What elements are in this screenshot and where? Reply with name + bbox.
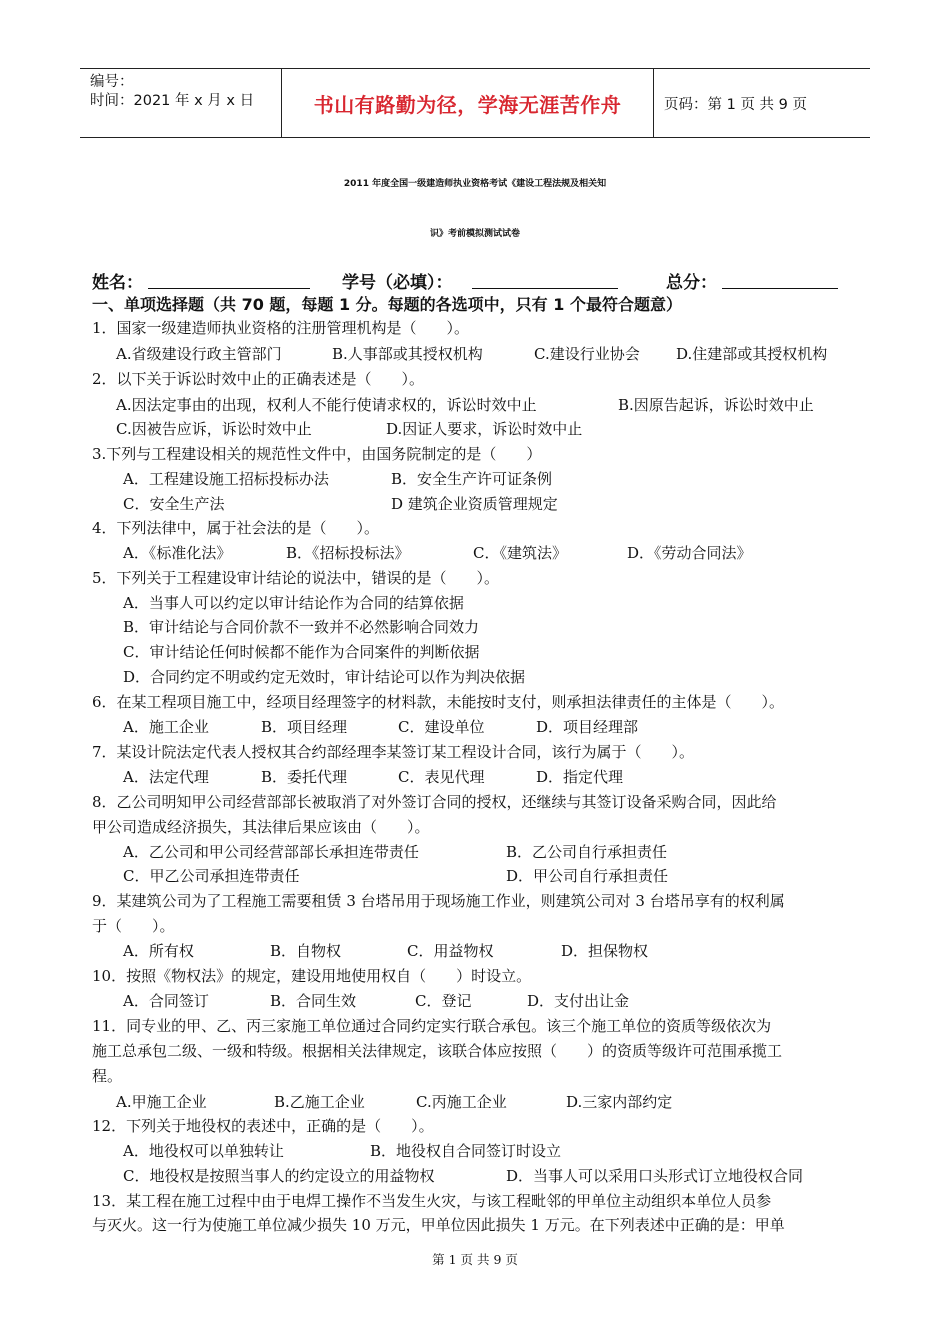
score-blank-field[interactable]: [722, 288, 838, 289]
exam-title-line-2: 识》考前模拟测试试卷: [429, 229, 520, 239]
exam-title-line-1: 2011 年度全国一级建造师执业资格考试《建设工程法规及相关知: [343, 179, 607, 189]
option-d: D 建筑企业资质管理规定: [391, 495, 558, 513]
question-11-line-2: 施工总承包二级、一级和特级。根据相关法律规定，该联合体应按照（ ）的资质等级许可范围承揽工: [92, 1042, 783, 1060]
option-c: C．甲乙公司承担连带责任: [123, 867, 300, 885]
header-page-info: 页码：第 1 页 共 9 页: [664, 96, 807, 113]
option-b: B．自物权: [270, 942, 342, 960]
question-1: 1．国家一级建造师执业资格的注册管理机构是（ ）。: [92, 319, 470, 337]
page-footer: 第 1 页 共 9 页: [432, 1252, 518, 1267]
header-motto: 书山有路勤为径，学海无涯苦作舟: [282, 69, 654, 137]
option-a: A．《标准化法》: [123, 544, 232, 562]
question-7: 7．某设计院法定代表人授权其合约部经理李某签订某工程设计合同，该行为属于（ ）。: [92, 743, 695, 761]
question-8-line-2: 甲公司造成经济损失，其法律后果应该由（ ）。: [92, 818, 430, 836]
question-11-line-1: 11．同专业的甲、乙、丙三家施工单位通过合同约定实行联合承包。该三个施工单位的资质等级依次为: [92, 1017, 772, 1035]
question-2: 2．以下关于诉讼时效中止的正确表述是（ ）。: [92, 370, 425, 388]
option-d: D．指定代理: [536, 768, 624, 786]
option-d: D．当事人可以采用口头形式订立地役权合同: [506, 1167, 804, 1185]
option-a: A．当事人可以约定以审计结论作为合同的结算依据: [123, 594, 464, 612]
option-b: B．地役权自合同签订时设立: [370, 1142, 562, 1160]
option-a: A．所有权: [123, 942, 194, 960]
option-a: A．合同签订: [123, 992, 209, 1010]
option-b: B.乙施工企业: [274, 1093, 365, 1111]
option-c: C．建设单位: [398, 718, 485, 736]
option-d: D.住建部或其授权机构: [676, 345, 828, 363]
option-c: C.丙施工企业: [416, 1093, 507, 1111]
question-12: 12．下列关于地役权的表述中，正确的是（ ）。: [92, 1117, 434, 1135]
option-c: C．登记: [415, 992, 472, 1010]
option-c: C．审计结论任何时候都不能作为合同案件的判断依据: [123, 643, 480, 661]
option-c: C.因被告应诉，诉讼时效中止: [116, 420, 312, 438]
header-table: [80, 68, 870, 138]
option-c: C．表见代理: [398, 768, 485, 786]
option-b: B．委托代理: [261, 768, 348, 786]
option-b: B．安全生产许可证条例: [391, 470, 553, 488]
document-time-label: 时间：2021 年 x 月 x 日: [90, 93, 255, 109]
option-c: C．安全生产法: [123, 495, 225, 513]
option-a: A.因法定事由的出现，权利人不能行使请求权的，诉讼时效中止: [116, 396, 537, 414]
student-id-blank-field[interactable]: [472, 288, 618, 289]
option-d: D．担保物权: [561, 942, 649, 960]
question-6: 6．在某工程项目施工中，经项目经理签字的材料款，未能按时支付，则承担法律责任的主体是（ ）。: [92, 693, 785, 711]
document-number-label: 编号：: [90, 74, 134, 90]
option-c: C．地役权是按照当事人的约定设立的用益物权: [123, 1167, 435, 1185]
question-9-line-1: 9．某建筑公司为了工程施工需要租赁 3 台塔吊用于现场施工作业，则建筑公司对 3 台塔吊享有的权利属: [92, 892, 785, 910]
option-d: D.因证人要求，诉讼时效中止: [386, 420, 583, 438]
option-a: A.省级建设行政主管部门: [116, 345, 282, 363]
option-a: A．法定代理: [123, 768, 209, 786]
name-label: 姓名：: [92, 273, 143, 293]
option-d: D．合同约定不明或约定无效时，审计结论可以作为判决依据: [123, 668, 526, 686]
header-meta: [80, 69, 282, 137]
score-label: 总分：: [666, 273, 717, 293]
question-9-line-2: 于（ ）。: [92, 917, 175, 935]
option-d: D．支付出让金: [527, 992, 630, 1010]
question-13-line-2: 与灭火。这一行为使施工单位减少损失 10 万元，甲单位因此损失 1 万元。在下列表述中正确的是：甲单: [92, 1216, 785, 1234]
question-4: 4．下列法律中，属于社会法的是（ ）。: [92, 519, 380, 537]
option-b: B．项目经理: [261, 718, 348, 736]
option-b: B．合同生效: [270, 992, 357, 1010]
option-a: A．乙公司和甲公司经营部部长承担连带责任: [123, 843, 419, 861]
option-a: A．施工企业: [123, 718, 209, 736]
option-b: B.人事部或其授权机构: [332, 345, 483, 363]
option-a: A．工程建设施工招标投标办法: [123, 470, 329, 488]
section-heading-single-choice: 一、单项选择题（共 70 题，每题 1 分。每题的各选项中，只有 1 个最符合题意）: [92, 295, 682, 314]
option-b: B．《招标投标法》: [286, 544, 410, 562]
question-13-line-1: 13．某工程在施工过程中由于电焊工操作不当发生火灾，与该工程毗邻的甲单位主动组织本单位人员参: [92, 1192, 772, 1210]
option-a: A．地役权可以单独转让: [123, 1142, 284, 1160]
question-10: 10．按照《物权法》的规定，建设用地使用权自（ ）时设立。: [92, 967, 532, 985]
question-5: 5．下列关于工程建设审计结论的说法中，错误的是（ ）。: [92, 569, 500, 587]
option-a: A.甲施工企业: [116, 1093, 207, 1111]
question-8-line-1: 8．乙公司明知甲公司经营部部长被取消了对外签订合同的授权，还继续与其签订设备采购合同，因此给: [92, 793, 777, 811]
question-11-line-3: 程。: [92, 1067, 123, 1085]
question-3: 3.下列与工程建设相关的规范性文件中，由国务院制定的是（ ）: [92, 445, 542, 463]
option-b: B．乙公司自行承担责任: [506, 843, 668, 861]
option-b: B.因原告起诉，诉讼时效中止: [618, 396, 814, 414]
option-b: B．审计结论与合同价款不一致并不必然影响合同效力: [123, 618, 480, 636]
option-d: D.三家内部约定: [566, 1093, 673, 1111]
option-d: D．项目经理部: [536, 718, 639, 736]
name-blank-field[interactable]: [148, 288, 310, 289]
option-c: C.建设行业协会: [534, 345, 640, 363]
student-id-label: 学号（必填）：: [342, 273, 453, 293]
option-d: D．甲公司自行承担责任: [506, 867, 669, 885]
option-c: C．用益物权: [407, 942, 494, 960]
option-d: D．《劳动合同法》: [627, 544, 752, 562]
option-c: C．《建筑法》: [473, 544, 567, 562]
